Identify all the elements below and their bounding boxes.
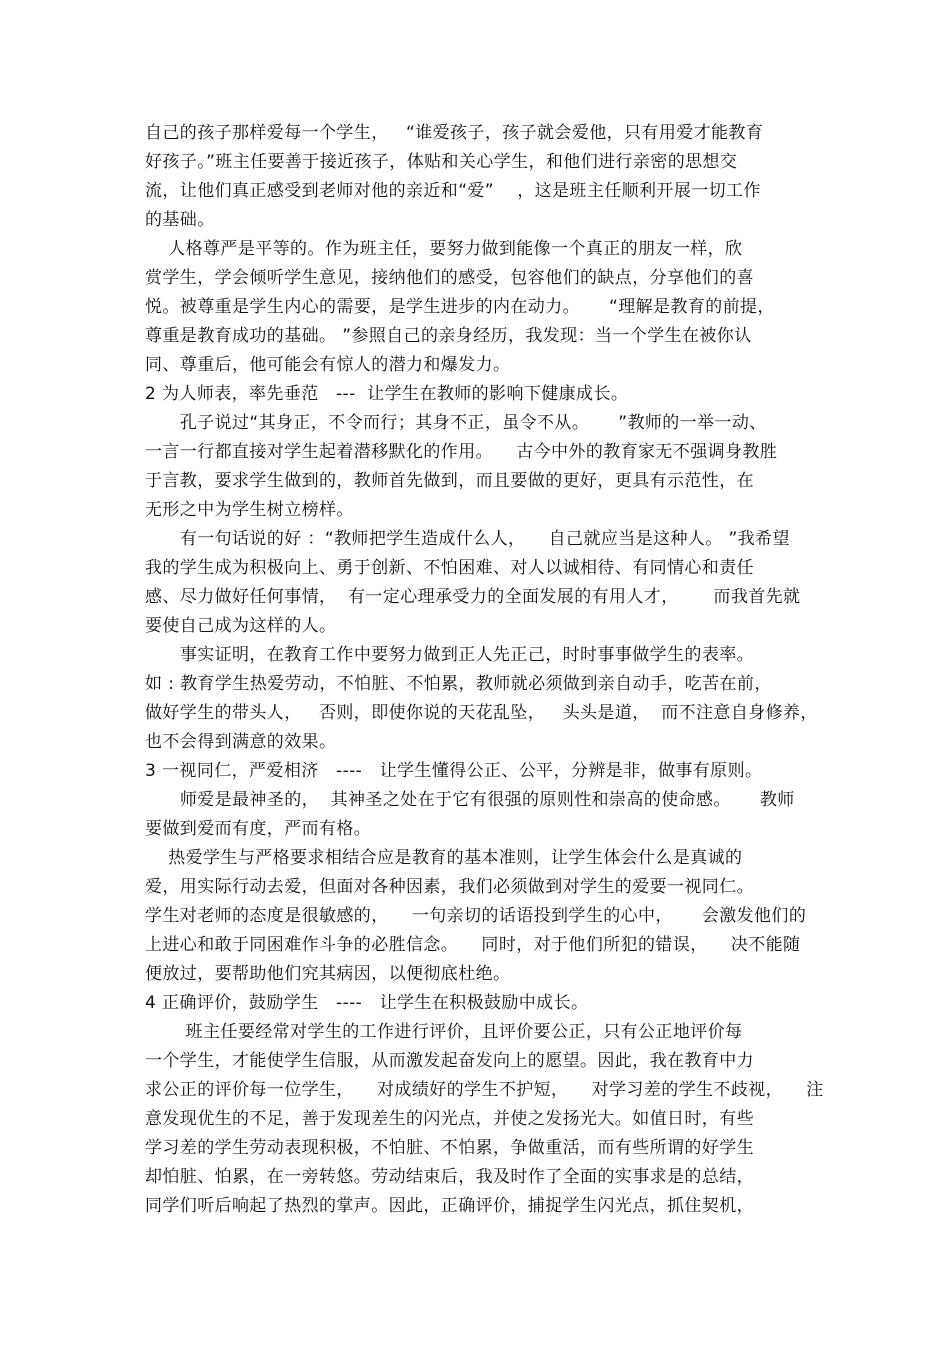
- text-line: 于言教，要求学生做到的，教师首先做到，而且要做的更好，更具有示范性，在: [145, 471, 754, 491]
- text-line: 无形之中为学生树立榜样。: [145, 500, 354, 520]
- text-line: 孔子说过“其身正，不令而行；其身不正，虽令不从。 ”教师的一举一动、: [145, 413, 767, 433]
- text-line: 同、尊重后，他可能会有惊人的潜力和爆发力。: [145, 355, 511, 375]
- text-line: 一个学生，才能使学生信服，从而激发起奋发向上的愿望。因此，我在教育中力: [145, 1051, 754, 1071]
- text-line: 好孩子。”班主任要善于接近孩子，体贴和关心学生，和他们进行亲密的思想交: [145, 152, 738, 172]
- text-line: 班主任要经常对学生的工作进行评价，且评价要公正，只有公正地评价每: [145, 1022, 743, 1042]
- text-line: 悦。被尊重是学生内心的需要，是学生进步的内在动力。 “理解是教育的前提，: [145, 297, 775, 317]
- text-line: 热爱学生与严格要求相结合应是教育的基本准则，让学生体会什么是真诚的: [145, 848, 743, 868]
- text-line: 要做到爱而有度，严而有格。: [145, 819, 372, 839]
- text-line: 同学们听后响起了热烈的掌声。因此，正确评价，捕捉学生闪光点，抓住契机，: [145, 1196, 754, 1216]
- text-line: 要使自己成为这样的人。: [145, 616, 337, 636]
- text-line: 的基础。: [145, 210, 215, 230]
- section-heading: 2 为人师表，率先垂范 --- 让学生在教师的影响下健康成长。: [145, 384, 629, 404]
- text-line: 一言一行都直接对学生起着潜移默化的作用。 古今中外的教育家无不强调身教胜: [145, 442, 778, 462]
- text-line: 自己的孩子那样爱每一个学生， “谁爱孩子，孩子就会爱他，只有用爱才能教育: [145, 123, 764, 143]
- text-line: 流，让他们真正感受到老师对他的亲近和“爱” ，这是班主任顺利开展一切工作: [145, 181, 761, 201]
- text-line: 人格尊严是平等的。作为班主任，要努力做到能像一个真正的朋友一样，欣: [145, 239, 743, 259]
- text-line: 求公正的评价每一位学生， 对成绩好的学生不护短， 对学习差的学生不歧视， 注: [145, 1080, 824, 1100]
- text-line: 爱，用实际行动去爱，但面对各种因素，我们必须做到对学生的爱要一视同仁。: [145, 877, 754, 897]
- text-line: 如 : 教育学生热爱劳动，不怕脏、不怕累，教师就必须做到亲自动手，吃苦在前，: [145, 674, 772, 694]
- text-line: 尊重是教育成功的基础。 ”参照自己的亲身经历，我发现：当一个学生在被你认: [145, 326, 752, 346]
- text-line: 便放过，要帮助他们究其病因，以便彻底杜绝。: [145, 964, 511, 984]
- text-line: 学习差的学生劳动表现积极，不怕脏、不怕累，争做重活，而有些所谓的好学生: [145, 1138, 754, 1158]
- text-line: 学生对老师的态度是很敏感的， 一句亲切的话语投到学生的心中， 会激发他们的: [145, 906, 807, 926]
- text-line: 感、尽力做好任何事情， 有一定心理承受力的全面发展的有用人才， 而我首先就: [145, 587, 801, 607]
- text-line: 有一句话说的好 ：“教师把学生造成什么人， 自己就应当是这种人。 ”我希望: [145, 529, 790, 549]
- text-line: 师爱是最神圣的， 其神圣之处在于它有很强的原则性和崇高的使命感。 教师: [145, 790, 795, 810]
- text-line: 我的学生成为积极向上、勇于创新、不怕困难、对人以诚相待、有同情心和责任: [145, 558, 754, 578]
- section-heading: 4 正确评价，鼓励学生 ---- 让学生在积极鼓励中成长。: [145, 993, 589, 1013]
- text-line: 却怕脏、怕累，在一旁转悠。劳动结束后，我及时作了全面的实事求是的总结，: [145, 1167, 754, 1187]
- text-line: 意发现优生的不足，善于发现差生的闪光点，并使之发扬光大。如值日时，有些: [145, 1109, 754, 1129]
- text-line: 做好学生的带头人， 否则，即使你说的天花乱坠， 头头是道， 而不注意自身修养，: [145, 703, 818, 723]
- text-line: 上进心和敢于同困难作斗争的必胜信念。 同时，对于他们所犯的错误， 决不能随: [145, 935, 801, 955]
- section-heading: 3 一视同仁，严爱相济 ---- 让学生懂得公正、公平，分辨是非，做事有原则。: [145, 761, 763, 781]
- text-line: 也不会得到满意的效果。: [145, 732, 337, 752]
- text-line: 事实证明，在教育工作中要努力做到正人先正己，时时事事做学生的表率。: [145, 645, 755, 665]
- text-line: 赏学生，学会倾听学生意见，接纳他们的感受，包容他们的缺点，分享他们的喜: [145, 268, 754, 288]
